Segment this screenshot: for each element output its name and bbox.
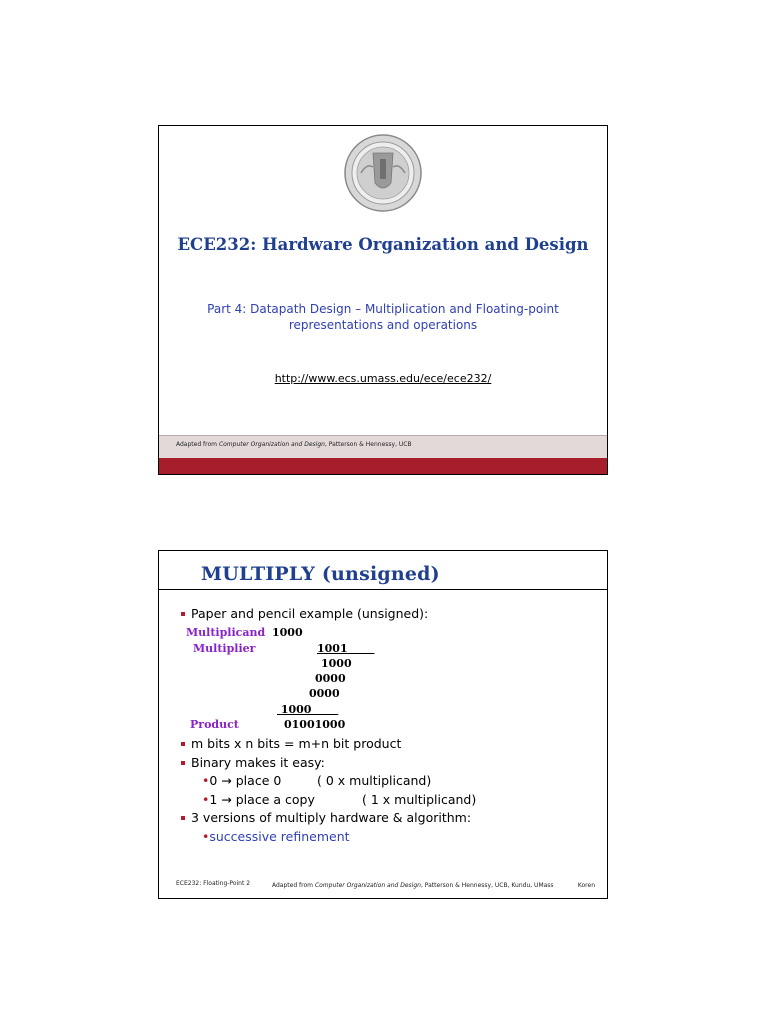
bullet-item	[181, 810, 471, 825]
title-divider	[159, 589, 607, 590]
sub-bullet-item	[202, 792, 315, 807]
partial-product-value: 1000	[280, 703, 312, 716]
part-subtitle	[179, 301, 587, 333]
footer-right: Koren	[577, 882, 595, 889]
footer-center-prefix: Adapted from	[272, 882, 315, 889]
sub-bullet-item	[202, 829, 350, 844]
multiplier-value	[317, 642, 374, 655]
multiplier-label: Multiplier	[193, 642, 256, 655]
bullet-square-icon	[181, 761, 185, 765]
footer-center-suffix: , Patterson & Hennessy, UCB, Kundu, UMass	[420, 882, 554, 889]
bullet-square-icon	[181, 612, 185, 616]
sub-bullet-dot-icon: •	[202, 773, 210, 788]
sub-bullet-note: ( 1 x multiplicand)	[362, 792, 477, 807]
footer-color-bar	[159, 458, 607, 474]
bullet-item	[181, 606, 428, 621]
multiplicand-value: 1000	[272, 626, 303, 639]
footer-prefix: Adapted from	[176, 441, 219, 448]
bullet-item	[181, 755, 325, 770]
subtitle-line-1: Part 4: Datapath Design – Multiplication and Floating-point	[207, 302, 559, 316]
product-label: Product	[190, 718, 239, 731]
slide1-footer	[159, 435, 607, 458]
footer-book-title: Computer Organization and Design	[218, 441, 325, 448]
partial-product: 1000	[321, 657, 352, 670]
sub-bullet-text: 0 → place 0	[209, 773, 282, 788]
footer-left: ECE232: Floating-Point 2	[176, 880, 251, 887]
bullet-text: m bits x n bits = m+n bit product	[191, 736, 402, 751]
slide-title: MULTIPLY (unsigned)	[201, 563, 440, 585]
bullet-text: Paper and pencil example (unsigned):	[191, 606, 429, 621]
footer-center-book: Computer Organization and Design	[314, 882, 421, 889]
subtitle-line-2: representations and operations	[288, 318, 478, 332]
course-title: ECE232: Hardware Organization and Design	[177, 235, 589, 254]
multiply-slide	[158, 550, 608, 899]
underline-extension	[348, 642, 375, 655]
bullet-square-icon	[181, 742, 185, 746]
course-url-link[interactable]: http://www.ecs.umass.edu/ece/ece232/	[274, 372, 492, 385]
footer-center	[272, 882, 554, 889]
sub-bullet-dot-icon: •	[202, 829, 210, 844]
multiplier-number: 1001	[317, 642, 348, 655]
partial-product-last	[277, 703, 338, 716]
bullet-square-icon	[181, 816, 185, 820]
bullet-text: Binary makes it easy:	[191, 755, 325, 770]
partial-product: 0000	[309, 687, 340, 700]
multiplicand-label: Multiplicand	[186, 626, 266, 639]
sub-bullet-item	[202, 773, 281, 788]
title-slide	[158, 125, 608, 475]
partial-product: 0000	[315, 672, 346, 685]
sub-bullet-text: 1 → place a copy	[209, 792, 315, 807]
bullet-item	[181, 736, 401, 751]
university-seal-icon	[343, 133, 423, 213]
sub-bullet-text: successive refinement	[209, 829, 350, 844]
product-value: 01001000	[284, 718, 346, 731]
footer-suffix: , Patterson & Hennessy, UCB	[324, 441, 412, 448]
sub-bullet-note: ( 0 x multiplicand)	[317, 773, 432, 788]
bullet-text: 3 versions of multiply hardware & algorithm:	[191, 810, 472, 825]
sub-bullet-dot-icon: •	[202, 792, 210, 807]
underline-extension	[311, 703, 338, 716]
